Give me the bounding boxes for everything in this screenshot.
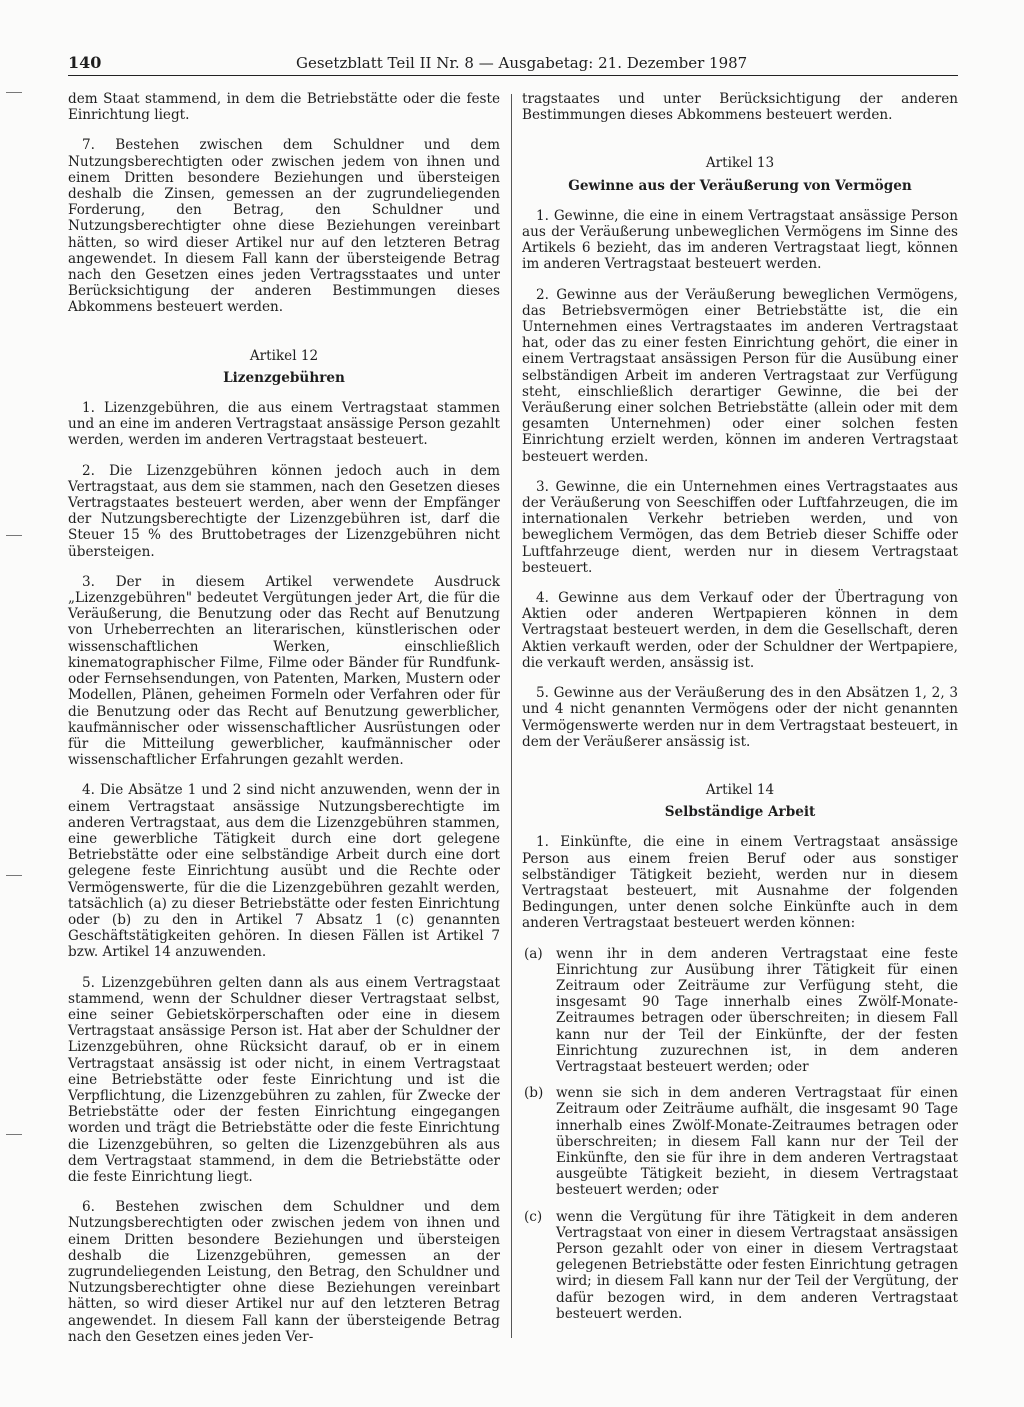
- article-14-heading: Artikel 14: [705, 781, 775, 798]
- article-13-title: Gewinne aus der Veräußerung von Vermögen: [568, 177, 912, 194]
- article-13-paragraph-1: 1. Gewinne, die eine in einem Vertragstaat ansässige Person aus der Veräußerung unbeweglichen Vermögens im Sinne des Artikels 6 bezieht, das im anderen Vertragstaat liegt, können im anderen Vertragstaat besteuert werden.: [522, 207, 958, 273]
- running-head: Gesetzblatt Teil II Nr. 8 — Ausgabetag: 21. Dezember 1987: [296, 54, 748, 72]
- margin-mark: [6, 92, 22, 93]
- article-13-paragraph-4: 4. Gewinne aus dem Verkauf oder der Übertragung von Aktien oder anderen Wertpapieren können in dem Vertragstaat besteuert werden, in dem die Gesellschaft, deren Aktien verkauft werden, oder der Schuldner der Wertpapiere, die verkauft werden, ansässig ist.: [522, 590, 958, 671]
- continuation-text: tragstaates und unter Berücksichtigung der anderen Bestimmungen dieses Abkommens besteuert werden.: [522, 91, 958, 124]
- article-14-title: Selbständige Arbeit: [664, 804, 816, 821]
- left-column: [68, 91, 500, 1359]
- article-13-paragraph-5: 5. Gewinne aus der Veräußerung des in den Absätzen 1, 2, 3 und 4 nicht genannten Vermögens oder der nicht genannten Vermögenswerte werden nur in dem Vertragstaat besteuert, in dem der Veräußerer ansässig ist.: [522, 685, 958, 750]
- header-rule: [68, 75, 958, 76]
- article-12-paragraph-6: 6. Bestehen zwischen dem Schuldner und dem Nutzungsberechtigten oder zwischen jedem von ihnen und einem Dritten besondere Beziehungen und übersteigen deshalb die Lizenzgebühren, gemessen an der zugrundeliegenden Leistung, den Betrag, den Schuldner und Nutzungsberechtigter ohne diese Beziehungen vereinbart hätten, so wird dieser Artikel nur auf den letzteren Betrag angewendet. In diesem Fall kann der übersteigende Betrag nach den Gesetzen eines jeden Ver-: [68, 1199, 500, 1345]
- list-item-label: (c): [524, 1208, 543, 1225]
- list-item: [522, 1085, 958, 1198]
- article-12-paragraph-5: 5. Lizenzgebühren gelten dann als aus einem Vertragstaat stammend, wenn der Schuldner dieser Vertragstaat selbst, eine seiner Gebietskörperschaften oder eine in diesem Vertragstaat ansässige Person ist. Hat aber der Schuldner der Lizenzgebühren, ohne Rücksicht darauf, ob er in einem Vertragstaat ansässig ist oder nicht, in einem Vertragstaat eine Betriebstätte oder feste Einrichtung und ist die Verpflichtung, die Lizenzgebühren zu zahlen, für Zwecke der Betriebstätte oder der festen Einrichtung eingegangen worden und trägt die Betriebstätte oder die feste Einrichtung die Lizenzgebühren, so gelten die Lizenzgebühren als aus dem Vertragstaat stammend, in dem die Betriebstätte oder die feste Einrichtung liegt.: [68, 974, 500, 1185]
- list-item-text: wenn ihr in dem anderen Vertragstaat eine feste Einrichtung zur Ausübung ihrer Tätigkeit für einen Zeitraum oder Zeiträume zur Verfügung steht, die insgesamt 90 Tage innerhalb eines Zwölf-Monate-Zeitraumes betragen oder überschreiten; in diesem Fall kann nur der Teil der Einkünfte, der der festen Einrichtung zuzurechnen ist, in dem anderen Vertragstaat besteuert werden; oder: [556, 945, 958, 1075]
- article-12-paragraph-4: 4. Die Absätze 1 und 2 sind nicht anzuwenden, wenn der in einem Vertragstaat ansässige Nutzungsberechtigte im anderen Vertragstaat, aus dem die Lizenzgebühren stammen, eine gewerbliche Tätigkeit durch eine dort gelegene Betriebstätte oder eine selbständige Arbeit durch eine dort gelegene feste Einrichtung ausübt und die Rechte oder Vermögenswerte, für die die Lizenzgebühren gezahlt werden, tatsächlich (a) zu dieser Betriebstätte oder festen Einrichtung oder (b) zu den in Artikel 7 Absatz 1 (c) genannten Geschäftstätigkeiten gehören. In diesen Fällen ist Artikel 7 bzw. Artikel 14 anzuwenden.: [68, 782, 500, 961]
- margin-mark: [6, 535, 22, 536]
- article-13-paragraph-2: 2. Gewinne aus der Veräußerung beweglichen Vermögens, das Betriebsvermögen einer Betriebstätte ist, die ein Unternehmen eines Vertragstaates im anderen Vertragstaat hat, oder das zu einer festen Einrichtung gehört, die einer in einem Vertragstaat ansässigen Person für die Ausübung einer selbständigen Arbeit im anderen Vertragstaat zur Verfügung steht, einschließlich derartiger Gewinne, die bei der Veräußerung einer solchen Betriebstätte (allein oder mit dem gesamten Unternehmen) oder einer solchen festen Einrichtung erzielt werden, können im anderen Vertragstaat besteuert werden.: [522, 286, 958, 465]
- right-column: [522, 91, 958, 1332]
- article-13-paragraph-3: 3. Gewinne, die ein Unternehmen eines Vertragstaates aus der Veräußerung von Seeschiffen oder Luftfahrzeugen, die im internationalen Verkehr betrieben werden, und von beweglichem Vermögen, das dem Betrieb dieser Schiffe oder Luftfahrzeuge dient, werden nur in diesem Vertragstaat besteuert.: [522, 478, 958, 576]
- margin-mark: [6, 1134, 22, 1135]
- page-number: 140: [68, 53, 102, 72]
- article-14-paragraph-1: 1. Einkünfte, die eine in einem Vertragstaat ansässige Person aus einem freien Beruf oder aus sonstiger selbständiger Tätigkeit bezieht, werden nur in diesem Vertragstaat besteuert, mit Ausnahme der folgenden Bedingungen, unter denen solche Einkünfte auch in dem anderen Vertragstaat besteuert werden können:: [522, 834, 958, 932]
- continuation-text: dem Staat stammend, in dem die Betriebstätte oder die feste Einrichtung liegt.: [68, 91, 500, 124]
- list-item-label: (a): [524, 945, 543, 962]
- article-13-heading: Artikel 13: [705, 155, 775, 172]
- column-divider: [511, 94, 512, 1338]
- article-12-paragraph-3: 3. Der in diesem Artikel verwendete Ausdruck „Lizenzgebühren" bedeutet Vergütungen jeder Art, die für die Veräußerung, die Benutzung oder das Recht auf Benutzung von Urheberrechten an literarischen, künstlerischen oder wissenschaftlichen Werken, einschließlich kinematographischer Filme, Filme oder Bänder für Rundfunk- oder Fernsehsendungen, von Patenten, Marken, Mustern oder Modellen, Plänen, geheimen Formeln oder Verfahren oder für die Benutzung oder das Recht auf Benutzung gewerblicher, kaufmännischer oder wissenschaftlicher Ausrüstungen oder für die Mitteilung gewerblicher, kaufmännischer oder wissenschaftlicher Erfahrungen gezahlt werden.: [68, 573, 500, 769]
- article-12-heading: Artikel 12: [249, 347, 319, 364]
- margin-mark: [6, 875, 22, 876]
- article-12-paragraph-2: 2. Die Lizenzgebühren können jedoch auch in dem Vertragstaat, aus dem sie stammen, nach den Gesetzen dieses Vertragstaates besteuert werden, aber wenn der Empfänger der Nutzungsberechtigte der Lizenzgebühren ist, darf die Steuer 15 % des Bruttobetrages der Lizenzgebühren nicht übersteigen.: [68, 462, 500, 560]
- page-header: [68, 50, 958, 76]
- article-12-paragraph-1: 1. Lizenzgebühren, die aus einem Vertragstaat stammen und an eine im anderen Vertragstaat ansässige Person gezahlt werden, werden im anderen Vertragstaat besteuert.: [68, 400, 500, 449]
- article-11-paragraph-7: 7. Bestehen zwischen dem Schuldner und dem Nutzungsberechtigten oder zwischen jedem von ihnen und einem Dritten besondere Beziehungen und übersteigen deshalb die Zinsen, gemessen an der zugrundeliegenden Forderung, den Betrag, den Schuldner und Nutzungsberechtigter ohne diese Beziehungen vereinbart hätten, so wird dieser Artikel nur auf den letzteren Betrag angewendet. In diesem Fall kann der übersteigende Betrag nach den Gesetzen eines jeden Vertragsstaates und unter Berücksichtigung der anderen Bestimmungen dieses Abkommens besteuert werden.: [68, 137, 500, 316]
- list-item-label: (b): [524, 1085, 544, 1102]
- list-item-text: wenn sie sich in dem anderen Vertragstaat für einen Zeitraum oder Zeiträume aufhält, die insgesamt 90 Tage innerhalb eines Zwölf-Monate-Zeitraumes betragen oder überschreiten; in diesem Fall kann nur der Teil der Einkünfte, den sie für ihre in dem anderen Vertragstaat ausgeübte Tätigkeit bezieht, in diesem Vertragstaat besteuert werden; oder: [556, 1085, 958, 1199]
- list-item-text: wenn die Vergütung für ihre Tätigkeit in dem anderen Vertragstaat von einer in diesem Vertragstaat ansässigen Person gezahlt oder von einer in diesem Vertragstaat gelegenen Betriebstätte oder festen Einrichtung getragen wird; in diesem Fall kann nur der Teil der Vergütung, der dafür bezogen wird, in dem anderen Vertragstaat besteuert werden.: [556, 1208, 958, 1322]
- list-item: [522, 946, 958, 1076]
- list-item: [522, 1209, 958, 1322]
- article-12-title: Lizenzgebühren: [223, 369, 345, 386]
